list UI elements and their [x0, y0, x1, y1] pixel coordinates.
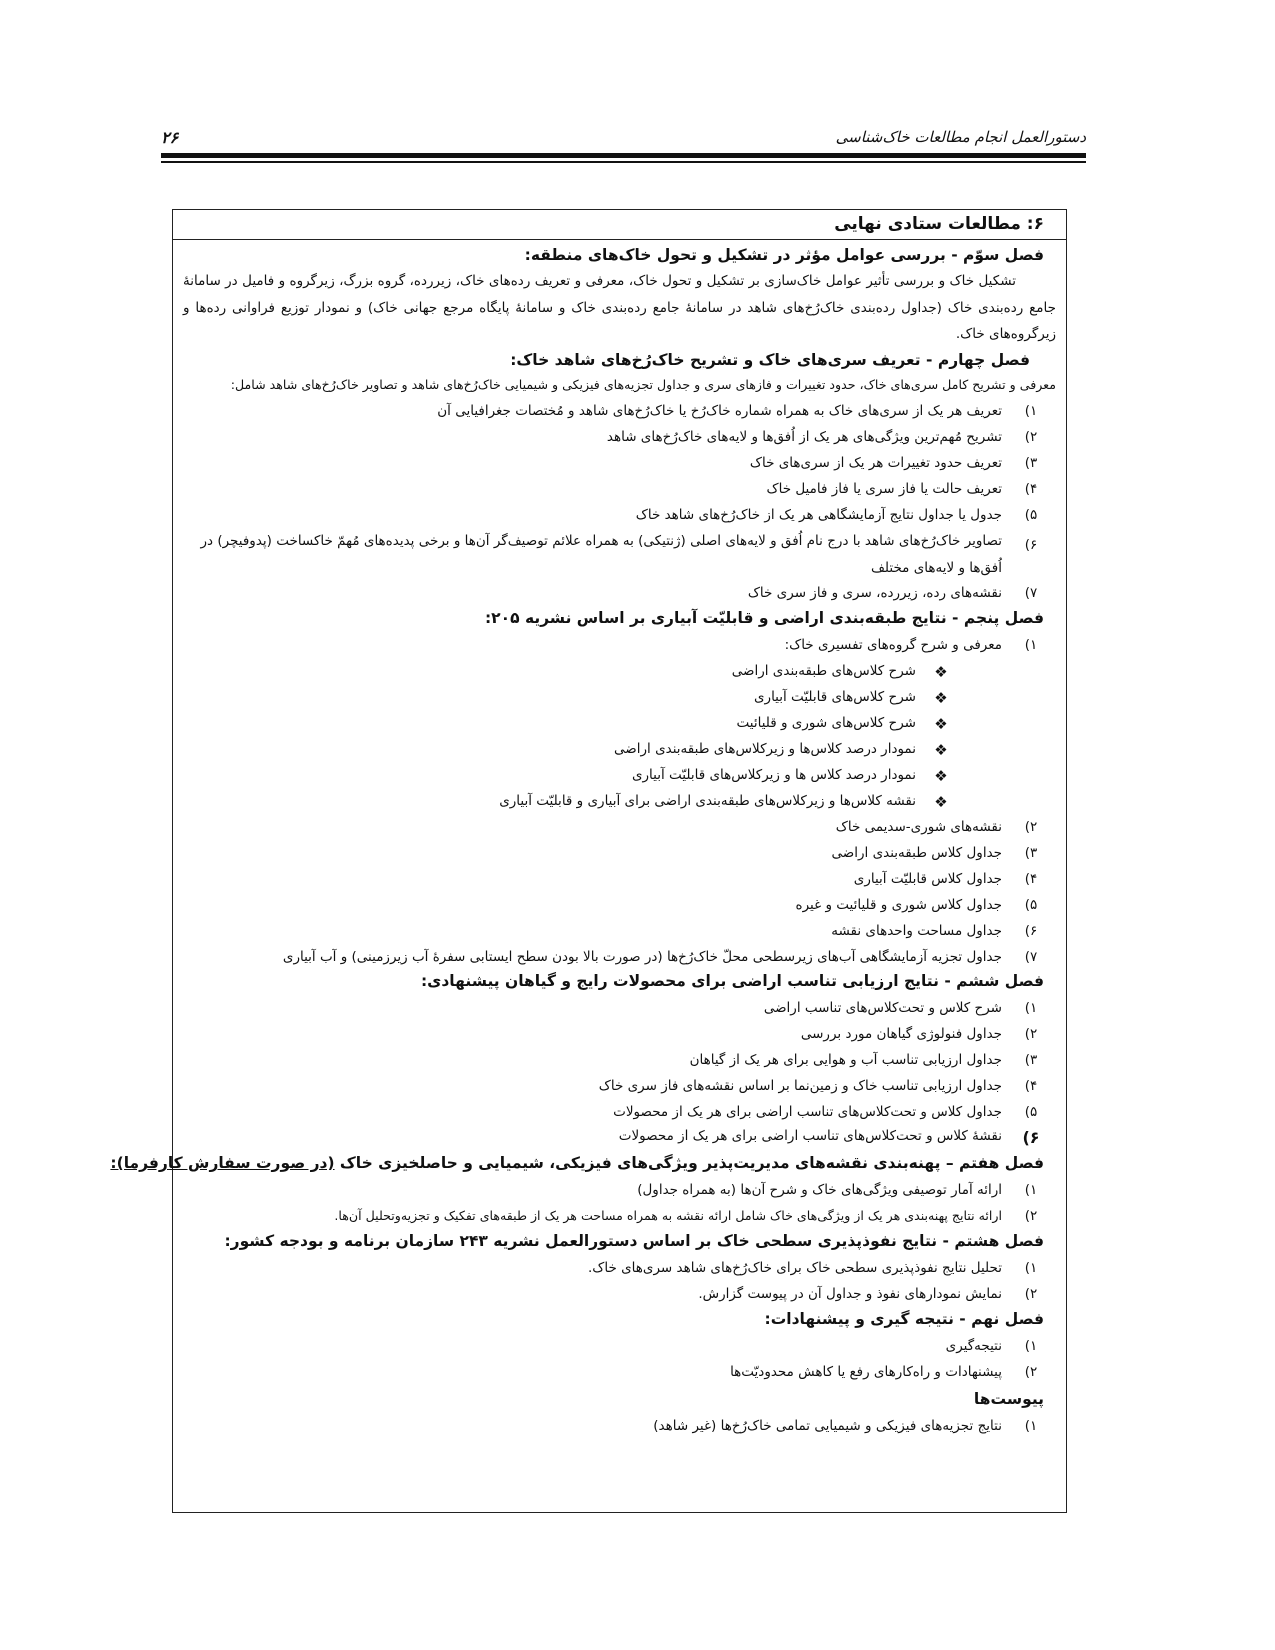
list-number: ۱) — [1024, 403, 1038, 419]
list-number: ۲) — [1024, 819, 1038, 835]
list-number: ۲) — [1024, 1286, 1038, 1302]
chapter-7-title-main: فصل هفتم – پهنه‌بندی نقشه‌های مدیریت‌پذیر ویژگی‌های فیزیکی، شیمیایی و حاصلخیزی خاک — [334, 1154, 1044, 1172]
list-item — [832, 845, 1044, 861]
appendix-title: پیوست‌ها — [973, 1390, 1044, 1408]
list-text: جدول یا جداول نتایج آزمایشگاهی هر یک از خاک‌رُخ‌های شاهد خاک — [635, 507, 1002, 523]
list-text: تشریح مُهم‌ترین ویژگی‌های هر یک از اُفق‌ها و لایه‌های خاک‌رُخ‌های شاهد — [606, 429, 1002, 445]
list-item — [690, 1052, 1044, 1068]
list-item — [730, 1364, 1044, 1380]
list-item — [836, 819, 1044, 835]
section-title: ۶: مطالعات ستادی نهایی — [834, 214, 1044, 234]
list-number: ۲) — [1024, 1364, 1038, 1380]
list-item — [946, 1338, 1044, 1354]
page-number: ۲۶ — [161, 128, 179, 147]
list-number: ۱) — [1024, 1338, 1038, 1354]
list-item — [801, 1026, 1044, 1042]
list-text: نقشه‌های شوری-سدیمی خاک — [835, 819, 1002, 835]
list-number: ۱) — [1024, 1260, 1038, 1276]
content-box — [110, 209, 1067, 1513]
list-item — [437, 403, 1044, 419]
list-text: جداول ارزیابی تناسب آب و هوایی برای هر یک از گیاهان — [689, 1052, 1002, 1068]
list-number: ۷) — [1024, 585, 1038, 601]
list-item — [785, 637, 1044, 653]
list-text: ارائه نتایج پهنه‌بندی هر یک از ویژگی‌های خاک شامل ارائه نقشه به همراه مساحت هر یک از طبقه‌های تفکیک و تجزیه‌وتحلیل آن‌ها. — [334, 1208, 1002, 1223]
list-number: ۵) — [1024, 507, 1038, 523]
list-text: پیشنهادات و راه‌کارهای رفع یا کاهش محدودیّت‌ها — [730, 1364, 1002, 1380]
list-text: نتایج تجزیه‌های فیزیکی و شیمیایی تمامی خاک‌رُخ‌ها (غیر شاهد) — [653, 1418, 1002, 1434]
list-number: ۲) — [1024, 1208, 1038, 1224]
bullet-text: نمودار درصد کلاس ها و زیرکلاس‌های قابلیّت آبیاری — [631, 767, 916, 783]
list-item — [599, 1078, 1044, 1094]
list-text: جداول کلاس قابلیّت آبیاری — [853, 871, 1002, 887]
list-text: جداول کلاس شوری و قلیائیت و غیره — [795, 897, 1002, 913]
list-text: تحلیل نتایج نفوذپذیری سطحی خاک برای خاک‌رُخ‌های شاهد سری‌های خاک. — [587, 1260, 1002, 1276]
list-text: معرفی و شرح گروه‌های تفسیری خاک: — [784, 637, 1002, 653]
list-text: جداول ارزیابی تناسب خاک و زمین‌نما بر اساس نقشه‌های فاز سری خاک — [598, 1078, 1002, 1094]
list-item — [334, 1208, 1044, 1223]
list-item — [698, 1286, 1044, 1302]
list-text: جداول تجزیه آزمایشگاهی آب‌های زیرسطحی محلّ خاک‌رُخ‌ها (در صورت بالا بودن سطح ایستابی سفرهٔ آب زیرزمینی) و آب آبیاری — [282, 949, 1002, 965]
list-item — [854, 871, 1044, 887]
list-text: جداول مساحت واحدهای نقشه — [831, 923, 1002, 939]
list-item — [183, 528, 1044, 581]
list-number: ۲) — [1024, 1026, 1038, 1042]
list-text: شرح کلاس و تحت‌کلاس‌های تناسب اراضی — [763, 1000, 1002, 1016]
bullet-text: نقشه کلاس‌ها و زیرکلاس‌های طبقه‌بندی اراضی برای آبیاری و قابلیّت آبیاری — [499, 793, 916, 809]
bullet-item — [737, 715, 955, 731]
list-number: ۱) — [1024, 637, 1038, 653]
list-number: ۴) — [1024, 481, 1038, 497]
list-item — [831, 923, 1044, 939]
list-number: ۳) — [1024, 845, 1038, 861]
list-item — [636, 507, 1044, 523]
list-number: ۱) — [1024, 1418, 1038, 1434]
header-rule-thick — [161, 153, 1086, 158]
list-item — [613, 1104, 1044, 1120]
bullet-item — [754, 689, 954, 705]
bullet-text: شرح کلاس‌های شوری و قلیائیت — [736, 715, 916, 731]
chapter-5-title: فصل پنجم - نتایج طبقه‌بندی اراضی و قابلیّت آبیاری بر اساس نشریه ۲۰۵: — [484, 609, 1044, 627]
list-item — [588, 1260, 1044, 1276]
diamond-bullet-icon: ❖ — [934, 741, 948, 759]
list-number: ۳) — [1024, 1052, 1038, 1068]
list-text: نمایش نمودارهای نفوذ و جداول آن در پیوست گزارش. — [698, 1286, 1002, 1302]
list-text: جداول کلاس طبقه‌بندی اراضی — [831, 845, 1002, 861]
chapter-3-title: فصل سوّم - بررسی عوامل مؤثر در تشکیل و تحول خاک‌های منطقه: — [524, 246, 1044, 264]
list-number: ۱) — [1024, 1182, 1038, 1198]
list-text: نقشهٔ کلاس و تحت‌کلاس‌های تناسب اراضی برای هر یک از محصولات — [618, 1128, 1002, 1144]
bullet-item — [614, 741, 954, 757]
chapter-3-body: تشکیل خاک و بررسی تأثیر عوامل خاک‌سازی بر تشکیل و تحول خاک، معرفی و تعریف رده‌های خاک، زیررده، گروه بزرگ، زیرگروه و فامیل در سامانهٔ جامع رده‌بندی خاک (جداول رده‌بندی خاک‌رُخ‌های شاهد در سامانهٔ جامع رده‌بندی خاک و سامانهٔ پایگاه مرجع جهانی خاک) و نمودار توزیع فراوانی رده‌ها و زیرگروه‌های خاک. — [183, 273, 1056, 343]
diamond-bullet-icon: ❖ — [934, 689, 948, 707]
chapter-7-title — [110, 1154, 1044, 1172]
diamond-bullet-icon: ❖ — [934, 767, 948, 785]
list-item — [767, 481, 1045, 497]
list-item — [764, 1000, 1044, 1016]
list-number: ۱) — [1024, 1000, 1038, 1016]
list-number: ۴) — [1024, 1078, 1038, 1094]
list-text: نتیجه‌گیری — [945, 1338, 1002, 1354]
list-item — [796, 897, 1044, 913]
diamond-bullet-icon: ❖ — [934, 715, 948, 733]
list-number: ۵) — [1024, 1104, 1038, 1120]
diamond-bullet-icon: ❖ — [934, 793, 948, 811]
list-number: ۲) — [1024, 429, 1038, 445]
list-item — [607, 429, 1044, 445]
list-text: جداول فنولوژی گیاهان مورد بررسی — [800, 1026, 1002, 1042]
bullet-item — [632, 767, 954, 783]
list-text: ارائه آمار توصیفی ویژگی‌های خاک و شرح آن‌ها (به همراه جداول) — [637, 1182, 1002, 1198]
list-text: نقشه‌های رده، زیررده، سری و فاز سری خاک — [747, 585, 1002, 601]
header-rule-thin — [161, 161, 1086, 163]
list-number: ۶) — [1022, 1128, 1040, 1147]
list-item — [618, 1128, 1044, 1147]
list-number: ۴) — [1024, 871, 1038, 887]
list-item — [653, 1418, 1044, 1434]
chapter-9-title: فصل نهم - نتیجه گیری و پیشنهادات: — [764, 1310, 1044, 1328]
list-text: جداول کلاس و تحت‌کلاس‌های تناسب اراضی برای هر یک از محصولات — [613, 1104, 1002, 1120]
list-text: تعریف حالت یا فاز سری یا فاز فامیل خاک — [766, 481, 1002, 497]
diamond-bullet-icon: ❖ — [934, 663, 948, 681]
list-item — [748, 585, 1044, 601]
bullet-text: شرح کلاس‌های قابلیّت آبیاری — [753, 689, 916, 705]
section-header — [173, 210, 1066, 240]
chapter-4-intro: معرفی و تشریح کامل سری‌های خاک، حدود تغییرات و فازهای سری و جداول تجزیه‌های فیزیکی و شیمیایی خاک‌رُخ‌های شاهد و تصاویر خاک‌رُخ‌های شاهد شامل: — [230, 377, 1056, 392]
list-item — [283, 949, 1044, 965]
list-item — [637, 1182, 1044, 1198]
list-number: ۳) — [1024, 455, 1038, 471]
list-number: ۶) — [1024, 537, 1038, 553]
list-number: ۷) — [1024, 949, 1038, 965]
list-text: تعریف هر یک از سری‌های خاک به همراه شماره خاک‌رُخ یا خاک‌رُخ‌های شاهد و مُختصات جغرافیایی آن — [437, 403, 1002, 419]
bullet-item — [732, 663, 954, 679]
chapter-8-title: فصل هشتم - نتایج نفوذپذیری سطحی خاک بر اساس دستورالعمل نشریه ۲۴۳ سازمان برنامه و بودجه کشور: — [224, 1232, 1044, 1250]
bullet-item — [499, 793, 954, 809]
list-text: تصاویر خاک‌رُخ‌های شاهد با درج نام اُفق و لایه‌های اصلی (ژنتیکی) به همراه علائم توصیف‌گر آن‌ها و برخی پدیده‌های مُهمّ خاکساخت (پدوفیچر) در اُفق‌ها و لایه‌های مختلف — [200, 533, 1002, 576]
list-text: تعریف حدود تغییرات هر یک از سری‌های خاک — [749, 455, 1002, 471]
bullet-text: نمودار درصد کلاس‌ها و زیرکلاس‌های طبقه‌بندی اراضی — [614, 741, 916, 757]
running-title: دستورالعمل انجام مطالعات خاک‌شناسی — [835, 128, 1086, 146]
chapter-4-title: فصل چهارم - تعریف سری‌های خاک و تشریح خاک‌رُخ‌های شاهد خاک: — [510, 351, 1030, 369]
bullet-text: شرح کلاس‌های طبقه‌بندی اراضی — [731, 663, 916, 679]
page-header — [161, 126, 1086, 156]
list-number: ۵) — [1024, 897, 1038, 913]
list-item — [750, 455, 1044, 471]
chapter-6-title: فصل ششم - نتایج ارزیابی تناسب اراضی برای محصولات رایج و گیاهان پیشنهادی: — [420, 972, 1044, 990]
chapter-7-title-condition: (در صورت سفارش کارفرما): — [110, 1154, 335, 1172]
list-number: ۶) — [1024, 923, 1038, 939]
